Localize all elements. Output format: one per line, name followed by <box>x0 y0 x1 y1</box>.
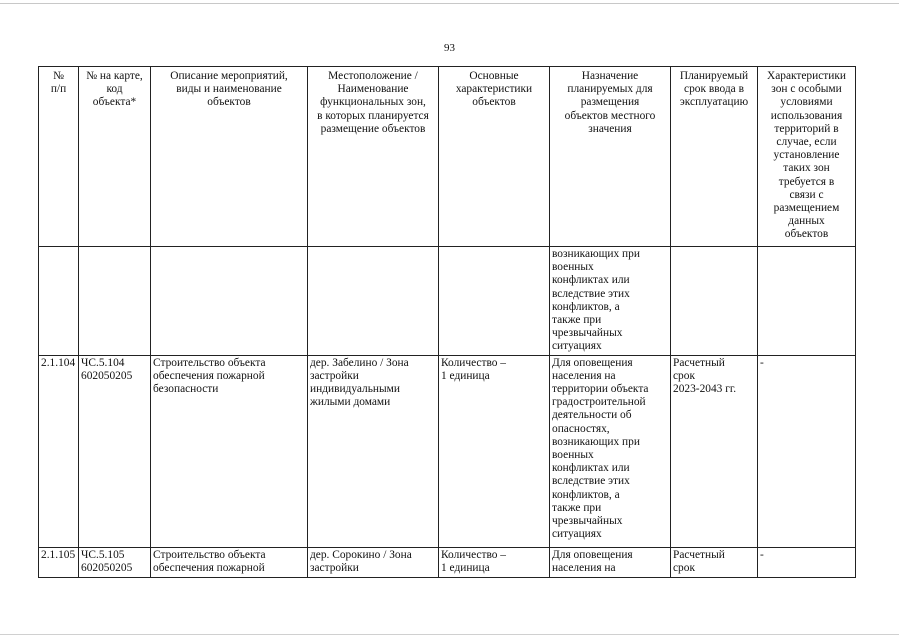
header-text-line: эксплуатацию <box>679 96 749 109</box>
cell-text-line: 2.1.105 <box>41 548 76 561</box>
cell-col-purpose <box>550 547 671 577</box>
cell-text-line: возникающих при <box>552 248 640 260</box>
cell-col-number <box>39 247 79 356</box>
table-row <box>39 355 856 547</box>
table-row <box>39 247 856 356</box>
header-text-line: код <box>106 83 123 96</box>
cell-text-line: срок <box>673 369 695 382</box>
scan-edge-top <box>0 3 899 4</box>
cell-col-location <box>308 547 439 577</box>
header-text-line: объектов <box>207 96 251 109</box>
cell-text-line: территории объекта <box>552 383 649 396</box>
cell-col-map-code <box>79 247 151 356</box>
header-text-line: зон с особыми <box>771 83 842 96</box>
cell-text-line: срок <box>673 561 695 574</box>
header-text-line: п/п <box>50 83 67 96</box>
cell-text-line: конфликтах или <box>552 462 630 475</box>
cell-text-line: дер. Сорокино / Зона <box>310 548 412 561</box>
cell-text-line: Расчетный <box>673 356 725 369</box>
header-text-line: Наименование <box>337 83 409 96</box>
cell-text-line: Строительство объекта <box>153 356 266 369</box>
header-text-line: объекта* <box>92 96 137 109</box>
cell-text-line: также при <box>552 501 602 514</box>
header-text-line: Характеристики <box>766 70 846 82</box>
cell-text-line: военных <box>552 449 594 462</box>
cell-col-zones <box>758 547 856 577</box>
cell-col-number <box>39 547 79 577</box>
cell-text-line: Для оповещения <box>552 356 633 369</box>
header-text-line: № на карте, <box>86 70 143 82</box>
header-text-line: размещение объектов <box>320 122 426 135</box>
header-col-location <box>308 67 439 247</box>
cell-text-line: обеспечения пожарной <box>153 561 265 574</box>
header-text-line: Основные <box>469 70 519 82</box>
header-text-line: таких зон <box>783 162 830 175</box>
cell-text-line: градостроительной <box>552 396 646 409</box>
cell-text-line: опасностях, <box>552 422 610 435</box>
cell-text-line: Количество – <box>441 356 506 369</box>
header-col-term <box>671 67 758 247</box>
cell-col-location <box>308 355 439 547</box>
scan-edge-bottom <box>0 634 899 635</box>
header-text-line: объектов местного <box>564 109 656 122</box>
cell-text-line: ЧС.5.104 <box>81 356 125 369</box>
header-text-line: установление <box>773 149 840 162</box>
cell-col-purpose <box>550 247 671 356</box>
cell-text-line: дер. Забелино / Зона <box>310 356 409 369</box>
cell-col-term <box>671 355 758 547</box>
cell-text-line: 2023-2043 гг. <box>673 383 737 396</box>
cell-text-line: чрезвычайных <box>552 515 623 528</box>
cell-text-line: безопасности <box>153 383 219 396</box>
header-text-line: случае, если <box>776 136 837 149</box>
cell-text-line: жилыми домами <box>310 396 391 409</box>
cell-col-description <box>151 355 308 547</box>
cell-col-map-code <box>79 547 151 577</box>
cell-col-zones <box>758 247 856 356</box>
cell-col-characteristics <box>439 247 550 356</box>
cell-text-line: конфликтов, а <box>552 300 620 313</box>
cell-text-line: 602050205 <box>81 369 133 382</box>
cell-text-line: индивидуальными <box>310 383 400 396</box>
cell-text-line: 1 единица <box>441 369 490 382</box>
header-col-number <box>39 67 79 247</box>
header-text-line: территорий в <box>774 122 839 135</box>
cell-text-line: ЧС.5.105 <box>81 548 125 561</box>
cell-text-line: Расчетный <box>673 548 725 561</box>
cell-text-line: застройки <box>310 561 359 574</box>
cell-text-line: конфликтов, а <box>552 488 620 501</box>
cell-text-line: Для оповещения <box>552 548 633 561</box>
header-text-line: виды и наименование <box>176 83 282 96</box>
cell-text-line: застройки <box>310 369 359 382</box>
cell-col-zones <box>758 355 856 547</box>
header-text-line: значения <box>588 122 632 135</box>
cell-col-term <box>671 247 758 356</box>
header-text-line: № <box>53 70 64 82</box>
cell-text-line: также при <box>552 314 602 327</box>
header-text-line: функциональных зон, <box>320 96 426 109</box>
cell-text-line: Количество – <box>441 548 506 561</box>
header-text-line: Местоположение / <box>328 70 418 82</box>
cell-col-characteristics <box>439 355 550 547</box>
cell-col-term <box>671 547 758 577</box>
cell-text-line: - <box>760 548 764 561</box>
cell-text-line: ситуациях <box>552 528 602 541</box>
cell-text-line: обеспечения пожарной <box>153 369 265 382</box>
cell-text-line: ситуациях <box>552 340 602 353</box>
cell-text-line: военных <box>552 261 594 274</box>
header-text-line: Описание мероприятий, <box>170 70 288 82</box>
header-text-line: характеристики <box>455 83 533 96</box>
header-text-line: объектов <box>472 96 516 109</box>
header-text-line: размещением <box>773 202 840 215</box>
header-col-map-code <box>79 67 151 247</box>
header-col-purpose <box>550 67 671 247</box>
cell-text-line: 602050205 <box>81 561 133 574</box>
header-text-line: Назначение <box>581 70 639 82</box>
cell-col-number <box>39 355 79 547</box>
cell-text-line: конфликтах или <box>552 274 630 287</box>
page-number: 93 <box>444 42 455 54</box>
cell-text-line: вследствие этих <box>552 475 630 488</box>
cell-text-line: чрезвычайных <box>552 327 623 340</box>
cell-text-line: Строительство объекта <box>153 548 266 561</box>
header-text-line: размещения <box>580 96 640 109</box>
planning-table <box>38 66 856 578</box>
header-text-line: требуется в <box>778 175 835 188</box>
header-text-line: использования <box>770 109 843 122</box>
cell-col-description <box>151 247 308 356</box>
header-text-line: связи с <box>789 188 824 201</box>
table-row <box>39 547 856 577</box>
header-text-line: данных <box>788 215 825 228</box>
header-col-description <box>151 67 308 247</box>
table-header-row <box>39 67 856 247</box>
cell-col-characteristics <box>439 547 550 577</box>
header-text-line: условиями <box>780 96 833 109</box>
cell-text-line: 1 единица <box>441 561 490 574</box>
header-text-line: Планируемый <box>679 70 749 82</box>
cell-text-line: населения на <box>552 561 616 574</box>
cell-text-line: - <box>760 356 764 369</box>
cell-col-description <box>151 547 308 577</box>
header-text-line: объектов <box>784 228 829 241</box>
header-col-characteristics <box>439 67 550 247</box>
cell-text-line: 2.1.104 <box>41 356 76 369</box>
header-text-line: в которых планируется <box>317 109 429 122</box>
cell-text-line: деятельности об <box>552 409 632 422</box>
header-text-line: планируемых для <box>567 83 653 96</box>
header-text-line: срок ввода в <box>684 83 744 96</box>
cell-text-line: населения на <box>552 369 616 382</box>
cell-col-map-code <box>79 355 151 547</box>
header-col-zones <box>758 67 856 247</box>
cell-col-location <box>308 247 439 356</box>
cell-col-purpose <box>550 355 671 547</box>
cell-text-line: возникающих при <box>552 435 640 448</box>
cell-text-line: вследствие этих <box>552 287 630 300</box>
